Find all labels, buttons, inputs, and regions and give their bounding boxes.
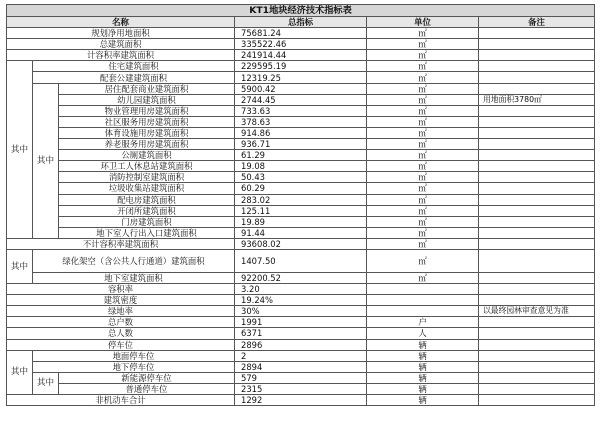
green-ratio-note: 以最终园林审查意见为准	[479, 306, 595, 317]
table-row: 门房建筑面积 19.89 ㎡	[7, 216, 595, 227]
header-note: 备注	[479, 17, 595, 28]
table-row: 其中 新能源停车位 579 辆	[7, 372, 595, 383]
group-label-parking: 其中	[7, 350, 33, 394]
header-row	[7, 17, 595, 28]
table-row: 容积率 3.20	[7, 284, 595, 295]
table-row: 物业管理用房建筑面积 733.63 ㎡	[7, 105, 595, 116]
table-row: 其中 住宅建筑面积 229595.19 ㎡	[7, 61, 595, 72]
table-row: 其中 地面停车位 2 辆	[7, 350, 595, 361]
group-label-inner: 其中	[33, 83, 59, 238]
table-row: 消防控制室建筑面积 50.43 ㎡	[7, 172, 595, 183]
indicator-table	[6, 4, 595, 406]
header-unit: 单位	[367, 17, 479, 28]
table-row: 垃圾收集站建筑面积 60.29 ㎡	[7, 183, 595, 194]
table-row: 开闭所建筑面积 125.11 ㎡	[7, 205, 595, 216]
table-row: 配套公建建筑面积 12319.25 ㎡	[7, 72, 595, 83]
table-row: 幼儿园建筑面积 2744.45 ㎡ 用地面积3780㎡	[7, 94, 595, 105]
table-row: 体育设施用房建筑面积 914.86 ㎡	[7, 127, 595, 138]
table-row: 地下室建筑面积 92200.52 ㎡	[7, 272, 595, 283]
table-row: 非机动车合计 1292 辆	[7, 395, 595, 406]
table-row: 规划净用地面积 75681.24 ㎡	[7, 28, 595, 39]
table-row: 公厕建筑面积 61.29 ㎡	[7, 150, 595, 161]
table-row: 建筑密度 19.24%	[7, 295, 595, 306]
table-row: 总人数 6371 人	[7, 328, 595, 339]
header-name: 名称	[7, 17, 235, 28]
table-row: 社区服务用房建筑面积 378.63 ㎡	[7, 116, 595, 127]
title-row	[7, 5, 595, 17]
table-row: 配电房建筑面积 283.02 ㎡	[7, 194, 595, 205]
table-row: 计容积率建筑面积 241914.44 ㎡	[7, 50, 595, 61]
kindergarten-note: 用地面积3780㎡	[479, 94, 595, 105]
table-title: KT1地块经济技术指标表	[7, 5, 595, 17]
table-row: 停车位 2896 辆	[7, 339, 595, 350]
group-label-outer: 其中	[7, 61, 33, 239]
table-row: 总建筑面积 335522.46 ㎡	[7, 39, 595, 50]
table-row: 绿地率 30% 以最终园林审查意见为准	[7, 306, 595, 317]
table-row: 地下停车位 2894 辆	[7, 361, 595, 372]
header-value: 总指标	[235, 17, 367, 28]
table-row: 其中 绿化架空（含公共人行通道）建筑面积 1407.50 ㎡	[7, 249, 595, 272]
economic-indicator-sheet	[6, 4, 594, 406]
table-row: 普通停车位 2315 辆	[7, 383, 595, 394]
table-row: 养老服务用房建筑面积 936.71 ㎡	[7, 139, 595, 150]
table-row: 其中 居住配套商业建筑面积 5900.42 ㎡	[7, 83, 595, 94]
table-row: 环卫工人休息站建筑面积 19.08 ㎡	[7, 161, 595, 172]
table-row: 不计容积率建筑面积 93608.02 ㎡	[7, 238, 595, 249]
group-label-offsite: 其中	[7, 249, 33, 283]
group-label-underground: 其中	[33, 372, 59, 394]
table-row: 总户数 1991 户	[7, 317, 595, 328]
table-row: 地下室人行出入口建筑面积 91.44 ㎡	[7, 227, 595, 238]
